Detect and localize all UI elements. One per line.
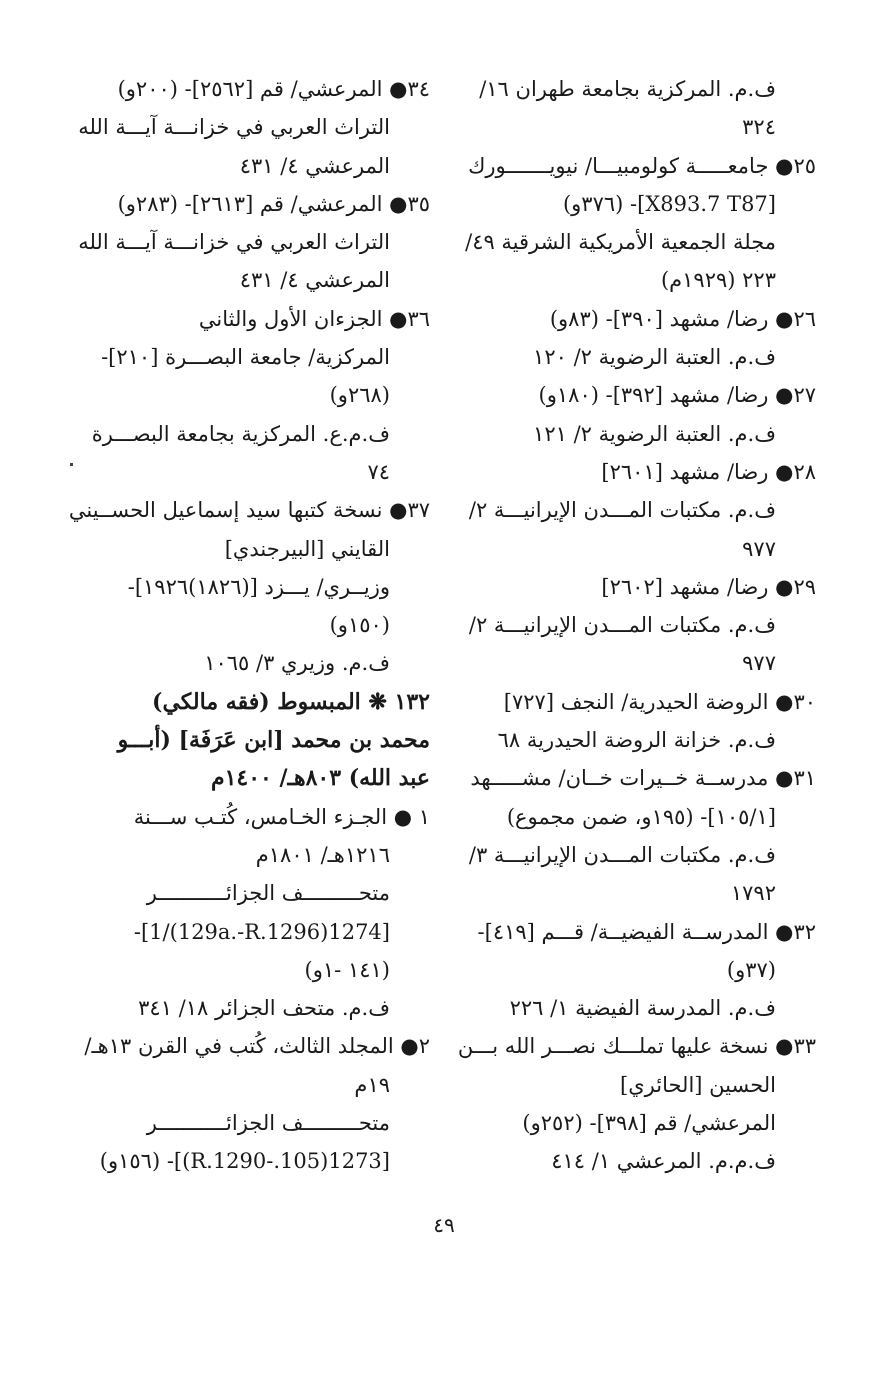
text-line: ٢٨● رضا/ مشهد [٢٦٠١] [601,459,816,484]
text-line: المرعشي ٤/ ٤٣١ [239,153,390,178]
text-line: ف.م. المركزية بجامعة طهران ١٦/ [479,77,776,101]
text-line: ٣٣● نسخة عليها تملـــك نصـــر الله بـــن [457,1034,816,1059]
text-line: ف.م. وزيري ٣/ ١٠٦٥ [204,651,390,676]
text-line: متحـــــــــف الجزائـــــــــــر [146,1111,390,1136]
text-line: ف.م. العتبة الرضوية ٢/ ١٢١ [533,421,776,446]
text-line: ٧٤ [367,459,390,484]
text-line: ف.م. متحف الجزائر ١٨/ ٣٤١ [138,996,390,1021]
text-line: ١ ● الجـزء الخـامس، كُتـب ســـنة [133,804,430,829]
text-line: ٣١● مدرســة خــيرات خــان/ مشـــــهد [470,766,816,791]
text-line: (٣٧و) [726,957,776,982]
text-line: ٢٩● رضا/ مشهد [٢٦٠٢] [601,574,816,599]
text-line: ف.م. العتبة الرضوية ٢/ ١٢٠ [533,345,776,370]
text-line: ٢٥● جامعـــــة كولومبيـــا/ نيويـــــــورك [468,153,816,178]
text-line: ف.م. مكتبات المـــدن الإيرانيـــة ٢/ [468,498,776,523]
text-line: ٩٧٧ [742,651,776,676]
text-line: ف.م. المدرسة الفيضية ١/ ٢٢٦ [509,996,776,1021]
text-line: (١٥٠و) [329,613,390,638]
text-line: الحسين [الحائري] [620,1072,776,1097]
text-line: ٣٢● المدرســة الفيضيــة/ قـــم [٤١٩]- [477,919,816,944]
text-line: ف.م.م. المرعشي ١/ ٤١٤ [551,1149,776,1174]
text-line: ف.م. خزانة الروضة الحيدرية ٦٨ [497,728,776,753]
text-line: ٣٢٤ [742,115,776,140]
text-line: ٣٠● الروضة الحيدرية/ النجف [٧٢٧] [503,689,816,714]
text-line: ٢٧● رضا/ مشهد [٣٩٢]- (١٨٠و) [538,383,816,408]
text-line: ٣٧● نسخة كتبها سيد إسماعيل الحســيني [68,498,430,523]
text-line: ٣٦● الجزءان الأول والثاني [198,306,430,331]
text-line: التراث العربي في خزانـــة آيـــة الله [78,230,390,255]
text-line: ف.م. مكتبات المـــدن الإيرانيـــة ٣/ [468,842,776,867]
text-line: ١٧٩٢ [730,881,776,906]
page-number: ٤٩ [433,1213,455,1237]
text-line: [١٠٥/١]- (١٩٥و، ضمن مجموع) [506,804,776,829]
text-line: المرعشي/ قم [٣٩٨]- (٢٥٢و) [522,1111,776,1136]
text-line: وزيــري/ يـــزد [(١٨٢٦)١٩٢٦]- [127,574,390,599]
text-line: مجلة الجمعية الأمريكية الشرقية ٤٩/ [465,230,776,255]
text-line: ١٩م [354,1072,390,1097]
text-line: ٢● المجلد الثالث، كُتب في القرن ١٣هـ/ [84,1034,430,1059]
text-line: التراث العربي في خزانـــة آيـــة الله [78,115,390,140]
margin-mark [70,463,73,466]
text-line: (١٤١ -١و) [304,957,390,982]
text-line: ف.م. مكتبات المـــدن الإيرانيـــة ٢/ [468,613,776,638]
text-line: القايني [البيرجندي] [224,536,390,561]
text-line: ٩٧٧ [742,536,776,561]
text-line: متحـــــــــف الجزائـــــــــــر [146,881,390,906]
text-line: [X893.7 T87]- (٣٧٦و) [562,191,776,216]
text-line: ٣٤● المرعشي/ قم [٢٥٦٢]- (٢٠٠و) [117,77,430,101]
text-line: ٢٦● رضا/ مشهد [٣٩٠]- (٨٣و) [549,306,816,331]
text-line: ٢٢٣ (١٩٢٩م) [660,268,776,293]
text-line: [1273(105.-R.1290)]- (١٥٦و) [99,1149,390,1174]
text-line: المرعشي ٤/ ٤٣١ [239,268,390,293]
text-line: المركزية/ جامعة البصـــرة [٢١٠]- [101,345,390,370]
text-line: [1274(129a.-R.1296)/1]- [133,919,390,944]
text-line: ١٢١٦هـ/ ١٨٠١م [255,842,390,867]
text-line: ف.م.ع. المركزية بجامعة البصـــرة [91,421,390,446]
text-line: عبد الله) ٨٠٣هـ/ ١٤٠٠م [210,765,430,792]
text-line: ١٣٢ ❋ المبسوط (فقه مالكي) [152,688,430,715]
text-line: ٣٥● المرعشي/ قم [٢٦١٣]- (٢٨٣و) [117,191,430,216]
right-column [457,70,816,1181]
text-line: (٢٦٨و) [329,383,390,408]
text-line: محمد بن محمد [ابن عَرَفَة] (أبـــو [117,727,430,754]
left-column [68,70,430,1181]
